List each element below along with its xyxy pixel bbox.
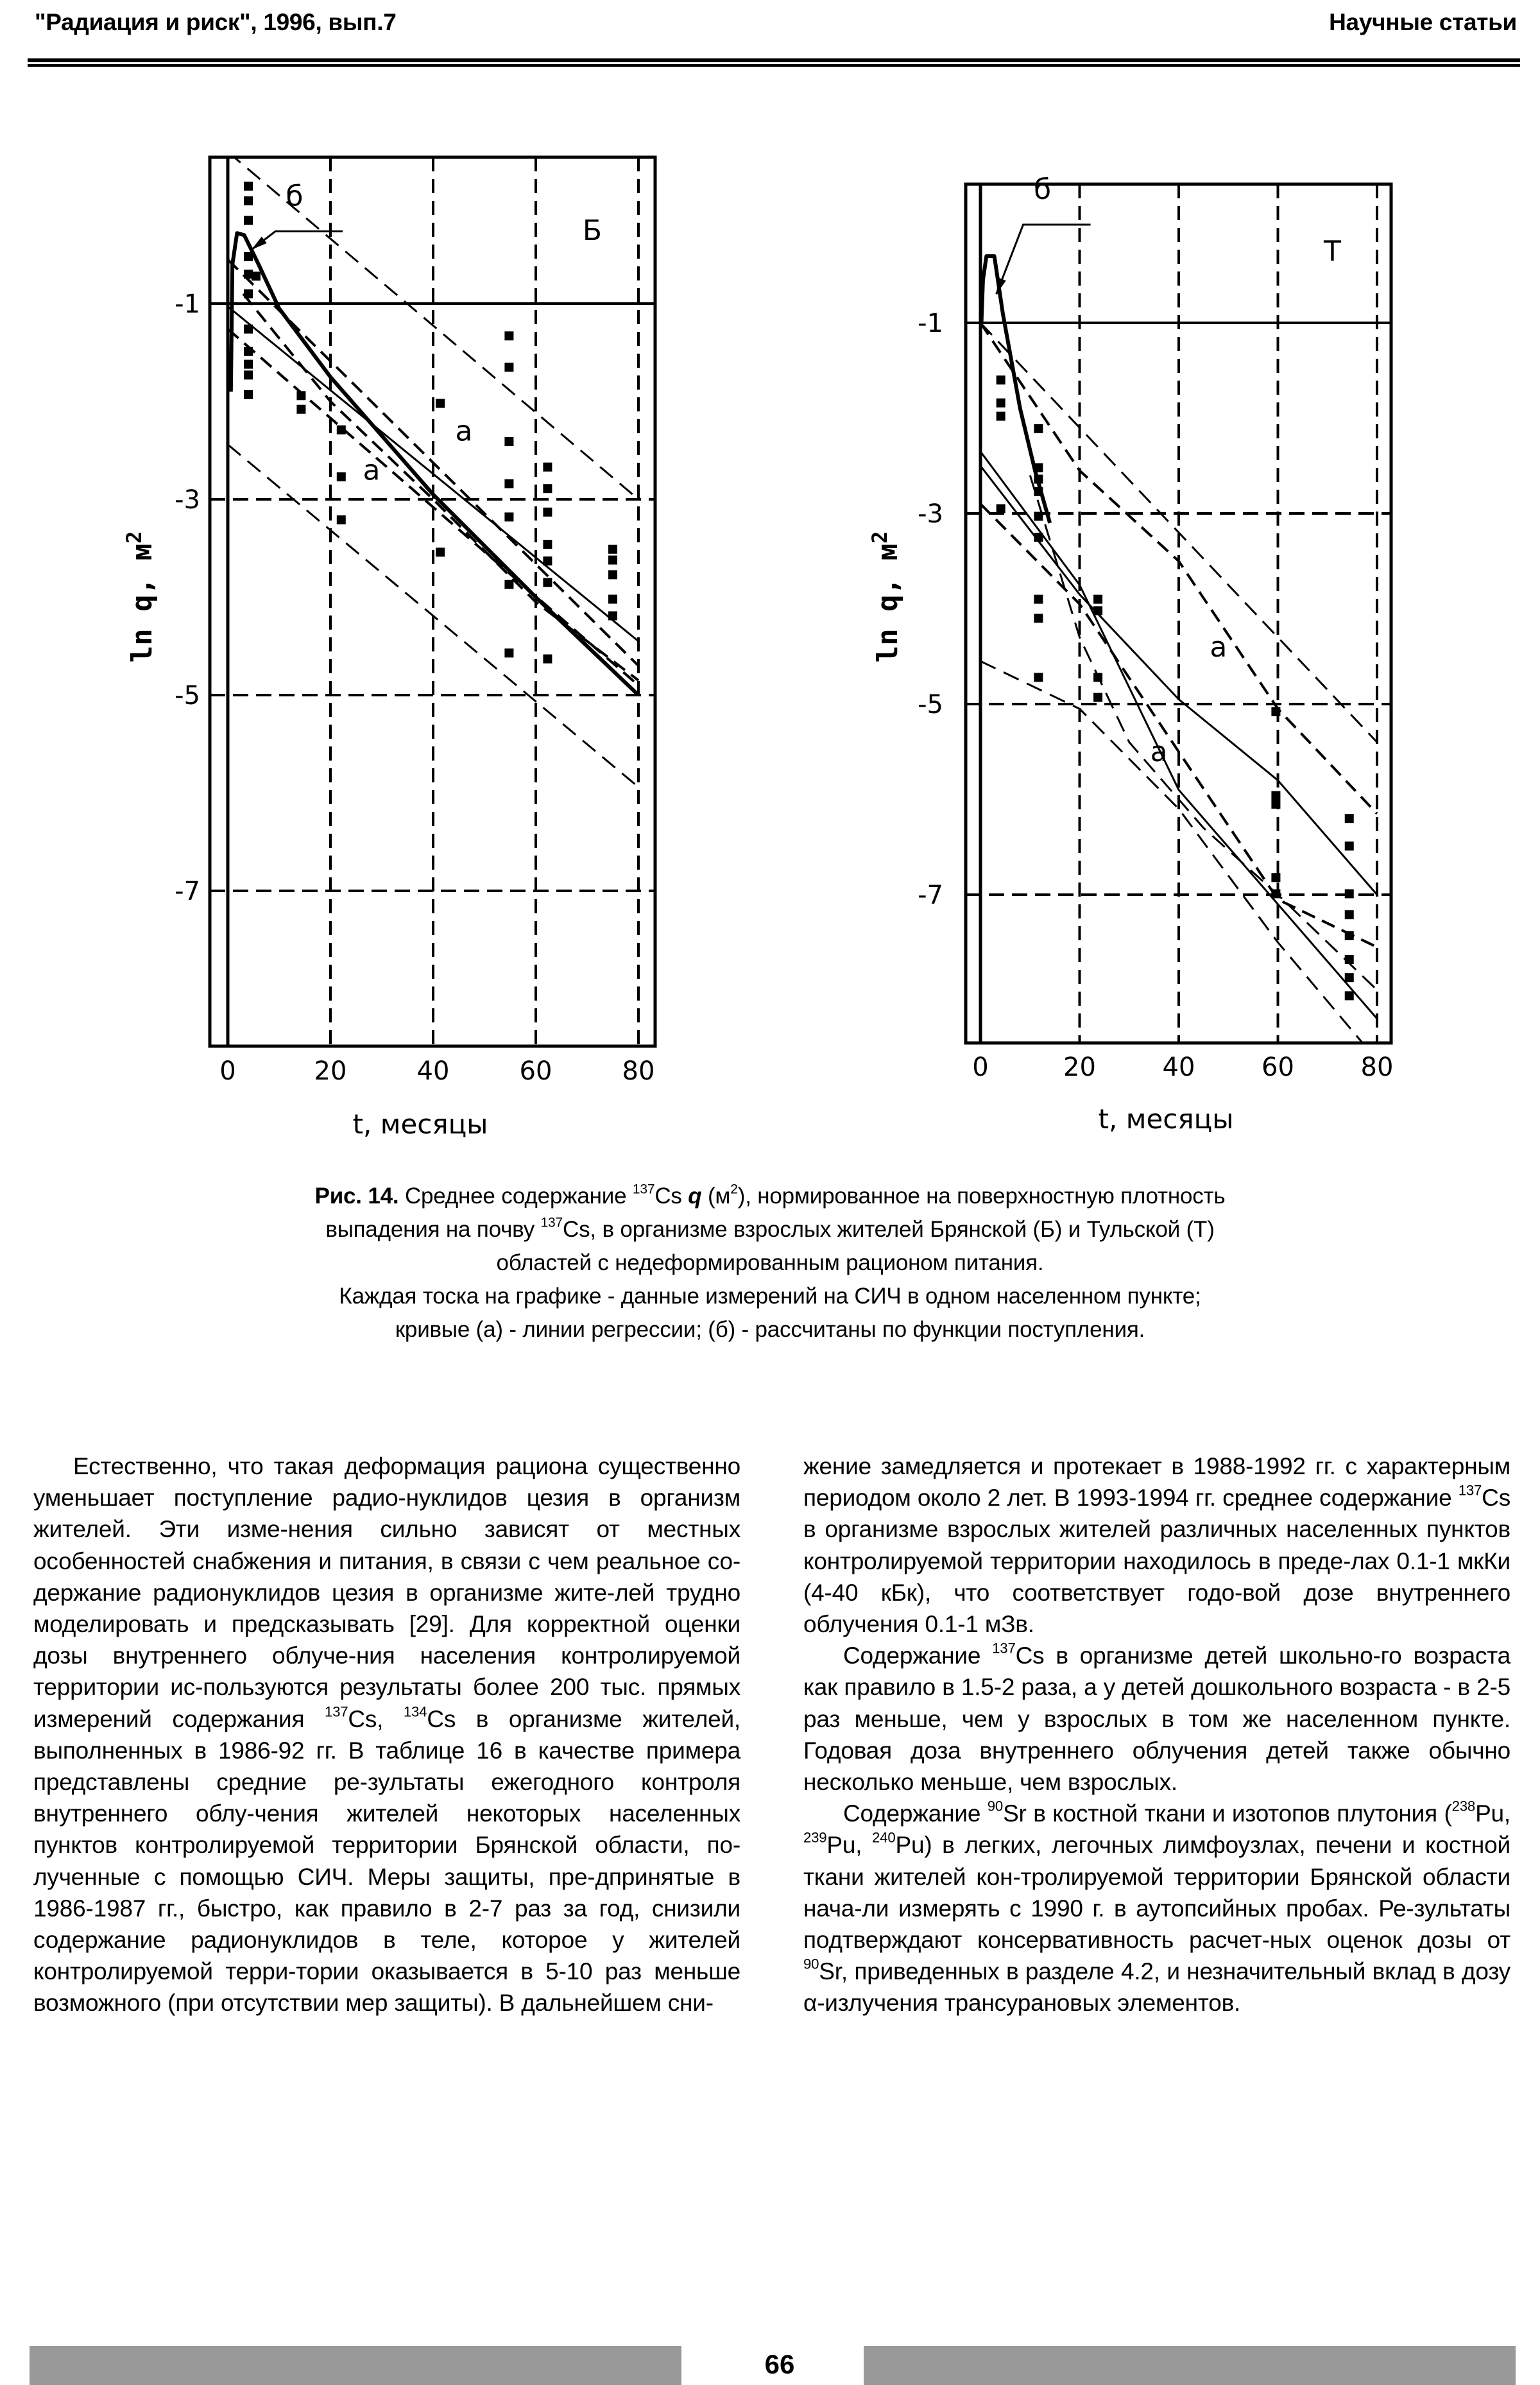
x-tick-label: 20 xyxy=(314,1056,347,1086)
isotope-mass: 238 xyxy=(1451,1798,1476,1814)
data-point xyxy=(337,472,346,481)
isotope-mass: 240 xyxy=(872,1829,896,1846)
data-point xyxy=(1345,841,1354,850)
body-column-left xyxy=(33,1451,740,2019)
data-point xyxy=(504,580,513,589)
paragraph-text: Pu, xyxy=(826,1832,873,1859)
data-point xyxy=(608,545,617,554)
caption-text: Cs, в организме взрослых жителей Брянской (Б) и Тульской (Т) xyxy=(563,1217,1215,1242)
data-point xyxy=(997,375,1005,384)
annotation-label: а xyxy=(1150,736,1168,769)
data-point xyxy=(1345,991,1354,1000)
caption-text: выпадения на почву xyxy=(325,1217,541,1242)
line-lower-bound xyxy=(980,661,1362,1042)
data-point xyxy=(543,463,552,472)
data-point xyxy=(504,479,513,488)
x-tick-label: 20 xyxy=(1063,1053,1096,1082)
annotation-label: б xyxy=(1033,173,1052,206)
data-point xyxy=(1034,614,1043,623)
isotope-mass: 137 xyxy=(992,1640,1016,1657)
data-point xyxy=(244,182,253,191)
caption-text: Cs xyxy=(654,1184,689,1209)
y-tick-label: -1 xyxy=(918,309,943,338)
isotope-mass: 137 xyxy=(324,1703,348,1719)
data-point xyxy=(1345,890,1354,899)
y-tick-label: -1 xyxy=(175,289,200,319)
page-number: 66 xyxy=(764,2349,795,2379)
isotope-mass: 137 xyxy=(540,1215,563,1230)
paragraph-text: Cs в организме взрослых жителей различных населенных пунктов контролируемой территории находилось в преде-лах 0.1-1 мкКи (4-40 кБк), что соответствует годо-вой дозе внутреннего облучения 0.1-1 мЗв. xyxy=(803,1485,1510,1638)
paragraph-text: Содержание xyxy=(843,1800,988,1827)
x-tick-label: 80 xyxy=(1360,1053,1394,1082)
paragraph-text: Содержание xyxy=(843,1642,993,1669)
y-tick-label: -7 xyxy=(175,877,200,906)
data-point xyxy=(244,216,253,225)
data-point xyxy=(1034,424,1043,433)
paragraph-text: Cs в организме жителей, выполненных в 1986-92 гг. В таблице 16 в качестве примера представлены средние ре-зультаты ежегодного контроля внутреннего облу-чения жителей некоторых населенных пунктов контролируемой территории Брянской области, по-лученные с помощью СИЧ. Меры защиты, пре-дпринятые в 1986-1987 гг., быстро, как правило в 2-7 раз за год, снизили содержание радионуклидов в теле, которое у жителей контролируемой терри-тории оказывается в 5-10 раз меньше возможного (при отсутствии мер защиты). В дальнейшем сни- xyxy=(33,1705,741,2017)
x-tick-label: 80 xyxy=(622,1056,655,1086)
isotope-mass: 90 xyxy=(803,1956,819,1972)
paragraph xyxy=(33,1451,740,2019)
data-point xyxy=(608,570,617,579)
paragraph-text: Cs в организме детей школьно-го возраста как правило в 1.5-2 раза, а у детей дошкольного возраста - в 2-5 раз меньше, чем у взрослых в том же населенном пункте. Годовая доза внутреннего облучения детей также обычно несколько меньше, чем взрослых. xyxy=(803,1642,1510,1796)
line-regression-a-4 xyxy=(243,294,638,680)
x-tick-label: 40 xyxy=(1162,1053,1195,1082)
x-axis-title: t, месяцы xyxy=(1098,1103,1234,1135)
y-tick-label: -7 xyxy=(918,881,943,910)
data-point xyxy=(244,390,253,399)
data-point xyxy=(1271,890,1280,899)
data-point xyxy=(1271,873,1280,882)
footer-bar-right xyxy=(864,2346,1516,2385)
x-tick-label: 0 xyxy=(219,1056,236,1086)
data-point xyxy=(244,370,253,379)
paragraph-text: Pu) в легких, легочных лимфоузлах, печени и костной ткани жителей кон-тролируемой территории Брянской области нача-ли измерять с 1990 г. в аутопсийных пробах. Ре-зультаты подтверждают консервативность расчет-ных оценок дозы от xyxy=(803,1832,1510,1954)
paragraph xyxy=(803,1451,1510,1640)
data-point xyxy=(244,252,253,261)
annotation-label: а xyxy=(363,454,381,487)
data-point xyxy=(244,270,253,279)
data-point xyxy=(1271,791,1280,800)
data-point xyxy=(1034,463,1043,472)
annotation-label: Т xyxy=(1324,235,1341,268)
y-axis-title: ln q, $м^2$ xyxy=(122,531,158,663)
y-tick-label: -3 xyxy=(175,485,200,515)
figure-caption xyxy=(154,1180,1386,1347)
paragraph-text: Sr в костной ткани и изотопов плутония ( xyxy=(1003,1800,1452,1827)
data-point xyxy=(1271,800,1280,809)
data-point xyxy=(1345,955,1354,964)
chart-panel-bryansk xyxy=(122,152,655,1140)
data-point xyxy=(608,611,617,620)
body-column-right xyxy=(803,1451,1510,2019)
data-point xyxy=(1345,910,1354,919)
footer-bar-left xyxy=(30,2346,681,2385)
y-axis-title: ln q, $м^2$ xyxy=(868,531,904,663)
data-point xyxy=(296,405,305,414)
caption-text: (м xyxy=(701,1184,731,1209)
paragraph-text: Sr, приведенных в разделе 4.2, и незначительный вклад в дозу α-излучения трансурановых элементов. xyxy=(803,1958,1510,2017)
data-point xyxy=(244,196,253,205)
caption-text: ), нормированное на поверхностную плотность xyxy=(737,1184,1226,1209)
data-point xyxy=(543,655,552,664)
data-point xyxy=(244,289,253,298)
data-point xyxy=(296,391,305,400)
x-tick-label: 40 xyxy=(416,1056,450,1086)
data-point xyxy=(1271,707,1280,716)
x-tick-label: 60 xyxy=(1262,1053,1294,1082)
x-axis-title: t, месяцы xyxy=(352,1108,488,1140)
data-point xyxy=(337,515,346,524)
paragraph-text: Cs, xyxy=(348,1705,404,1732)
data-point xyxy=(504,331,513,340)
data-point xyxy=(1345,814,1354,823)
data-point xyxy=(1345,931,1354,940)
caption-line-2 xyxy=(154,1213,1386,1246)
annotation-leader-line xyxy=(997,225,1091,295)
data-point xyxy=(1093,673,1102,682)
caption-line-1 xyxy=(154,1180,1386,1213)
data-point xyxy=(504,363,513,372)
data-point xyxy=(543,578,552,587)
y-tick-label: -5 xyxy=(175,681,200,710)
data-point xyxy=(1034,533,1043,542)
paragraph xyxy=(803,1798,1510,2019)
line-regression-a-3 xyxy=(980,504,1377,947)
figure-14-charts xyxy=(0,0,1540,1155)
isotope-mass: 137 xyxy=(632,1182,655,1197)
data-point xyxy=(997,399,1005,408)
data-point xyxy=(504,437,513,446)
paragraph-text: Естественно, что такая деформация рациона существенно уменьшает поступление радио-нуклидов цезия в организм жителей. Эти изме-нения сильно зависят от местных особенностей снабжения и питания, в связи с чем реальное со-держание радионуклидов цезия в организме жите-лей трудно моделировать и предсказывать [29]. Для корректной оценки дозы внутреннего облуче-ния населения контролируемой территории ис-пользуются результаты более 200 тыс. прямых измерений содержания xyxy=(33,1453,740,1732)
data-point xyxy=(997,504,1005,513)
data-point xyxy=(1345,973,1354,982)
caption-line-3: областей с недеформированным рационом питания. xyxy=(496,1250,1044,1275)
paragraph-text: жение замедляется и протекает в 1988-1992 гг. с характерным периодом около 2 лет. В 1993-1994 гг. среднее содержание xyxy=(803,1453,1510,1511)
data-point xyxy=(543,508,552,517)
caption-line-5: кривые (а) - линии регрессии; (б) - рассчитаны по функции поступления. xyxy=(395,1317,1145,1342)
data-point xyxy=(608,556,617,565)
annotation-label: а xyxy=(1210,630,1228,664)
x-tick-label: 60 xyxy=(519,1056,552,1086)
figure-label: Рис. 14. xyxy=(314,1184,399,1209)
data-point xyxy=(543,484,552,493)
data-point xyxy=(436,399,445,408)
data-point xyxy=(504,648,513,657)
data-point xyxy=(1093,606,1102,615)
exponent: 2 xyxy=(730,1182,738,1197)
annotation-label: Б xyxy=(582,214,603,247)
annotation-label: а xyxy=(455,415,473,448)
annotation-label: б xyxy=(286,180,304,213)
paragraph xyxy=(803,1640,1510,1798)
journal-header: "Радиация и риск", 1996, вып.7 xyxy=(35,9,397,35)
data-point xyxy=(244,325,253,334)
caption-symbol-q: q xyxy=(688,1184,702,1209)
caption-text: Среднее содержание xyxy=(398,1184,633,1209)
caption-line-4: Каждая тоска на графике - данные измерений на СИЧ в одном населенном пункте; xyxy=(339,1284,1201,1309)
paragraph-text: Pu, xyxy=(1475,1800,1510,1827)
data-point xyxy=(252,271,261,280)
x-tick-label: 0 xyxy=(972,1053,989,1082)
data-point xyxy=(1034,512,1043,521)
data-point xyxy=(1034,475,1043,484)
data-point xyxy=(244,347,253,356)
data-point xyxy=(543,540,552,549)
isotope-mass: 134 xyxy=(403,1703,427,1719)
line-steep-dash xyxy=(1030,476,1377,990)
data-point xyxy=(1093,693,1102,702)
data-point xyxy=(608,595,617,604)
chart-panel-tula xyxy=(868,173,1393,1135)
data-point xyxy=(504,512,513,521)
data-point xyxy=(1034,595,1043,604)
data-point xyxy=(1093,595,1102,604)
data-point xyxy=(244,360,253,369)
data-point xyxy=(436,547,445,556)
y-tick-label: -3 xyxy=(918,499,943,529)
isotope-mass: 239 xyxy=(803,1829,827,1846)
data-point xyxy=(1034,487,1043,496)
isotope-mass: 137 xyxy=(1458,1482,1482,1499)
isotope-mass: 90 xyxy=(987,1798,1004,1814)
y-tick-label: -5 xyxy=(918,690,943,719)
data-point xyxy=(543,556,552,565)
data-point xyxy=(997,412,1005,421)
section-header: Научные статьи xyxy=(1329,9,1517,35)
data-point xyxy=(337,426,346,435)
data-point xyxy=(1034,673,1043,682)
annotation-leader-line xyxy=(252,232,343,250)
